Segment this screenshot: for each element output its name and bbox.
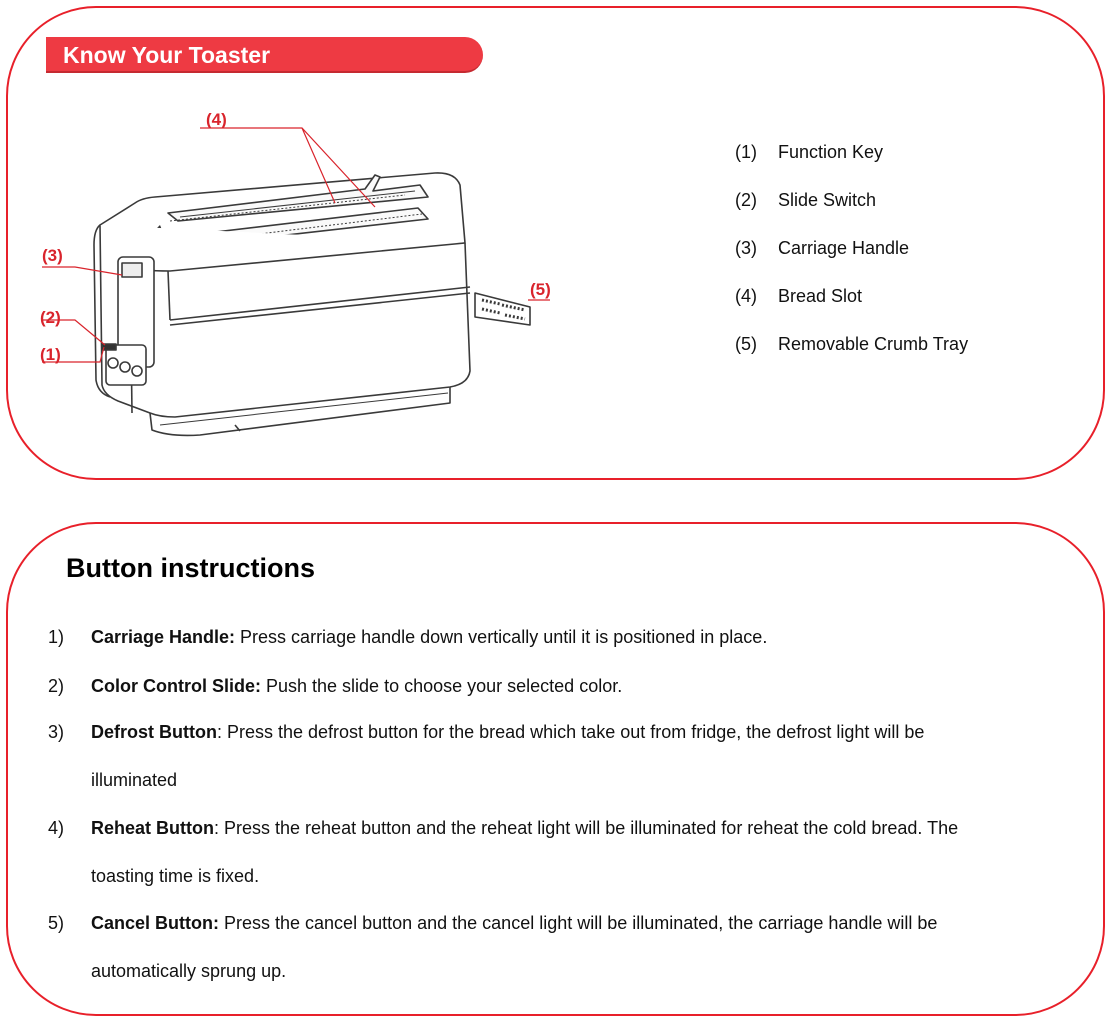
instruction-continuation: illuminated [91, 770, 178, 790]
callout-2: (2) [40, 308, 61, 327]
instruction-continuation: toasting time is fixed. [91, 866, 260, 886]
part-label: Carriage Handle [778, 238, 910, 258]
toaster-illustration [94, 173, 530, 436]
part-item [735, 190, 968, 238]
callout-5: (5) [530, 280, 551, 299]
button-instructions-panel [6, 522, 1105, 1016]
part-number: (3) [735, 238, 757, 258]
instruction-term: Carriage Handle: [91, 627, 236, 647]
part-number: (1) [735, 142, 757, 162]
callout-3: (3) [42, 246, 63, 265]
toaster-diagram [30, 95, 590, 455]
instruction-number: 1) [48, 627, 65, 647]
part-label: Function Key [778, 142, 884, 162]
callout-4: (4) [206, 110, 227, 129]
instruction-text: Press carriage handle down vertically until it is positioned in place. [235, 627, 768, 647]
section-banner: Know Your Toaster [46, 37, 483, 73]
section-title: Button instructions [66, 553, 315, 583]
part-number: (2) [735, 190, 757, 210]
instruction-text: : Press the defrost button for the bread which take out from fridge, the defrost light will be [216, 722, 925, 742]
part-number: (5) [735, 334, 757, 354]
instruction-term: Reheat Button [91, 818, 214, 838]
instruction-number: 3) [48, 722, 65, 742]
instruction-text: Push the slide to choose your selected color. [261, 676, 623, 696]
instruction-continuation: automatically sprung up. [91, 961, 287, 981]
part-item [735, 334, 968, 382]
part-number: (4) [735, 286, 757, 306]
part-item [735, 238, 968, 286]
instruction-number: 2) [48, 676, 65, 696]
part-item [735, 286, 968, 334]
callout-1: (1) [40, 345, 61, 364]
parts-list [735, 142, 968, 382]
instruction-term: Defrost Button [91, 722, 217, 742]
instruction-text: Press the cancel button and the cancel light will be illuminated, the carriage handle will be [219, 913, 938, 933]
part-label: Slide Switch [778, 190, 877, 210]
instruction-term: Cancel Button: [91, 913, 219, 933]
instruction-term: Color Control Slide: [91, 676, 261, 696]
part-item [735, 142, 968, 190]
part-label: Bread Slot [778, 286, 863, 306]
part-label: Removable Crumb Tray [778, 334, 969, 354]
instruction-number: 4) [48, 818, 65, 838]
instruction-text: : Press the reheat button and the reheat light will be illuminated for reheat the cold bread. The [214, 818, 959, 838]
instruction-number: 5) [48, 913, 65, 933]
